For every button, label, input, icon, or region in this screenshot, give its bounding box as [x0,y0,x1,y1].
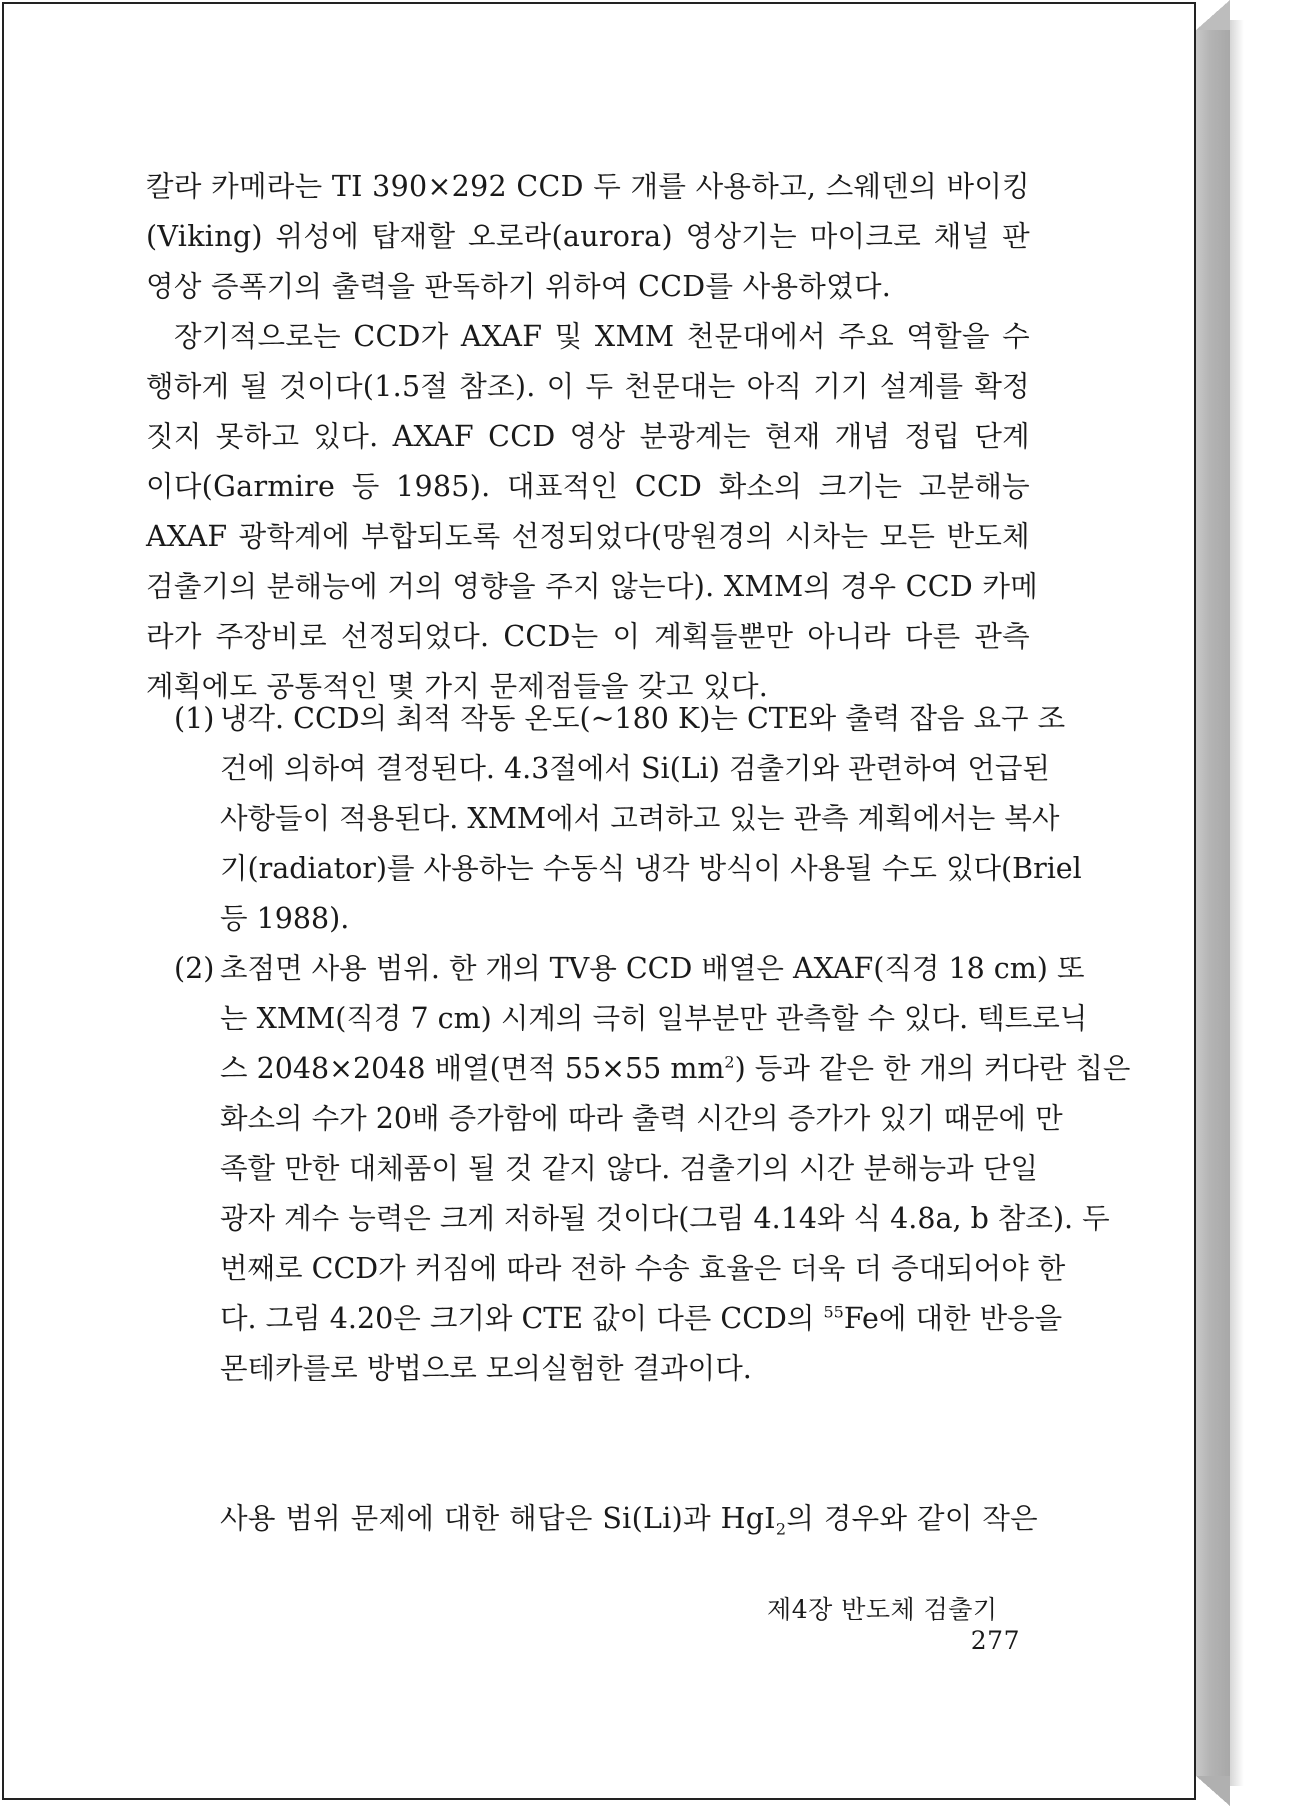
text-line: 사항들이 적용된다. XMM에서 고려하고 있는 관측 계획에서는 복사 [220,802,1060,835]
book-spine [1196,2,1230,1800]
chapter-title: 제4장 반도체 검출기 [767,1595,998,1624]
text-line: 는 XMM(직경 7 cm) 시계의 극히 일부분만 관측할 수 있다. 텍트로닉 [220,1002,1088,1035]
list-number: (1) [174,702,215,735]
text-line: 사용 범위 문제에 대한 해답은 Si(Li)과 HgI$_2$의 경우와 같이 작은 [220,1502,1039,1539]
text-line: 장기적으로는 CCD가 AXAF 및 XMM 천문대에서 주요 역할을 수 [174,320,1030,353]
list-item-2 [174,944,1131,1394]
paragraph-1 [146,162,1030,312]
text-line: 라가 주장비로 선정되었다. CCD는 이 계획들뿐만 아니라 다른 관측 [146,620,1030,653]
text-line: 영상 증폭기의 출력을 판독하기 위하여 CCD를 사용하였다. [146,270,892,303]
text-line: 화소의 수가 20배 증가함에 따라 출력 시간의 증가가 있기 때문에 만 [220,1102,1063,1135]
book-spine-bottom [1196,1776,1230,1806]
page-number: 277 [970,1626,1020,1655]
text-line: 번째로 CCD가 커짐에 따라 전하 수송 효율은 더욱 더 증대되어야 한 [220,1252,1066,1285]
text-line: 스 2048×2048 배열(면적 55×55 $mm^2$) 등과 같은 한 개의 커다란 칩은 [220,1052,1131,1085]
list-number: (2) [174,952,215,985]
text-line: 짓지 못하고 있다. AXAF CCD 영상 분광계는 현재 개념 정립 단계 [146,420,1030,453]
text-line: 냉각. CCD의 최적 작동 온도(~180 K)는 CTE와 출력 잡음 요구 조 [220,702,1066,735]
text-line: 칼라 카메라는 TI 390×292 CCD 두 개를 사용하고, 스웨덴의 바이킹 [146,170,1030,203]
book-spine-top [1196,0,1230,30]
paragraph-2 [146,312,1039,712]
text-line: 등 1988). [220,902,350,935]
page-footer [730,1590,1020,1655]
text-line: 몬테카를로 방법으로 모의실험한 결과이다. [220,1352,752,1385]
text-line: AXAF 광학계에 부합되도록 선정되었다(망원경의 시차는 모든 반도체 [146,520,1030,553]
text-line: 다. 그림 4.20은 크기와 CTE 값이 다른 CCD의 $^{55}$Fe에 대한 반응을 [220,1302,1063,1335]
paragraph-3 [220,1494,1038,1544]
text-line: 초점면 사용 범위. 한 개의 TV용 CCD 배열은 AXAF(직경 18 cm) 또 [220,952,1085,985]
text-line: (Viking) 위성에 탑재할 오로라(aurora) 영상기는 마이크로 채널 판 [146,220,1030,253]
text-line: 광자 계수 능력은 크게 저하될 것이다(그림 4.14와 식 4.8a, b 참조). 두 [220,1202,1110,1235]
text-line: 건에 의하여 결정된다. 4.3절에서 Si(Li) 검출기와 관련하여 언급된 [220,752,1050,785]
book-spine-shadow [1230,20,1244,1786]
text-line: 검출기의 분해능에 거의 영향을 주지 않는다). XMM의 경우 CCD 카메 [146,570,1039,603]
text-line: 기(radiator)를 사용하는 수동식 냉각 방식이 사용될 수도 있다(Briel [220,852,1082,885]
text-line: 계획에도 공통적인 몇 가지 문제점들을 갖고 있다. [146,670,769,703]
text-line: 행하게 될 것이다(1.5절 참조). 이 두 천문대는 아직 기기 설계를 확정 [146,370,1030,403]
text-line: 이다(Garmire 등 1985). 대표적인 CCD 화소의 크기는 고분해능 [146,470,1030,503]
text-line: 족할 만한 대체품이 될 것 같지 않다. 검출기의 시간 분해능과 단일 [220,1152,1038,1185]
list-item-1 [174,694,1082,944]
